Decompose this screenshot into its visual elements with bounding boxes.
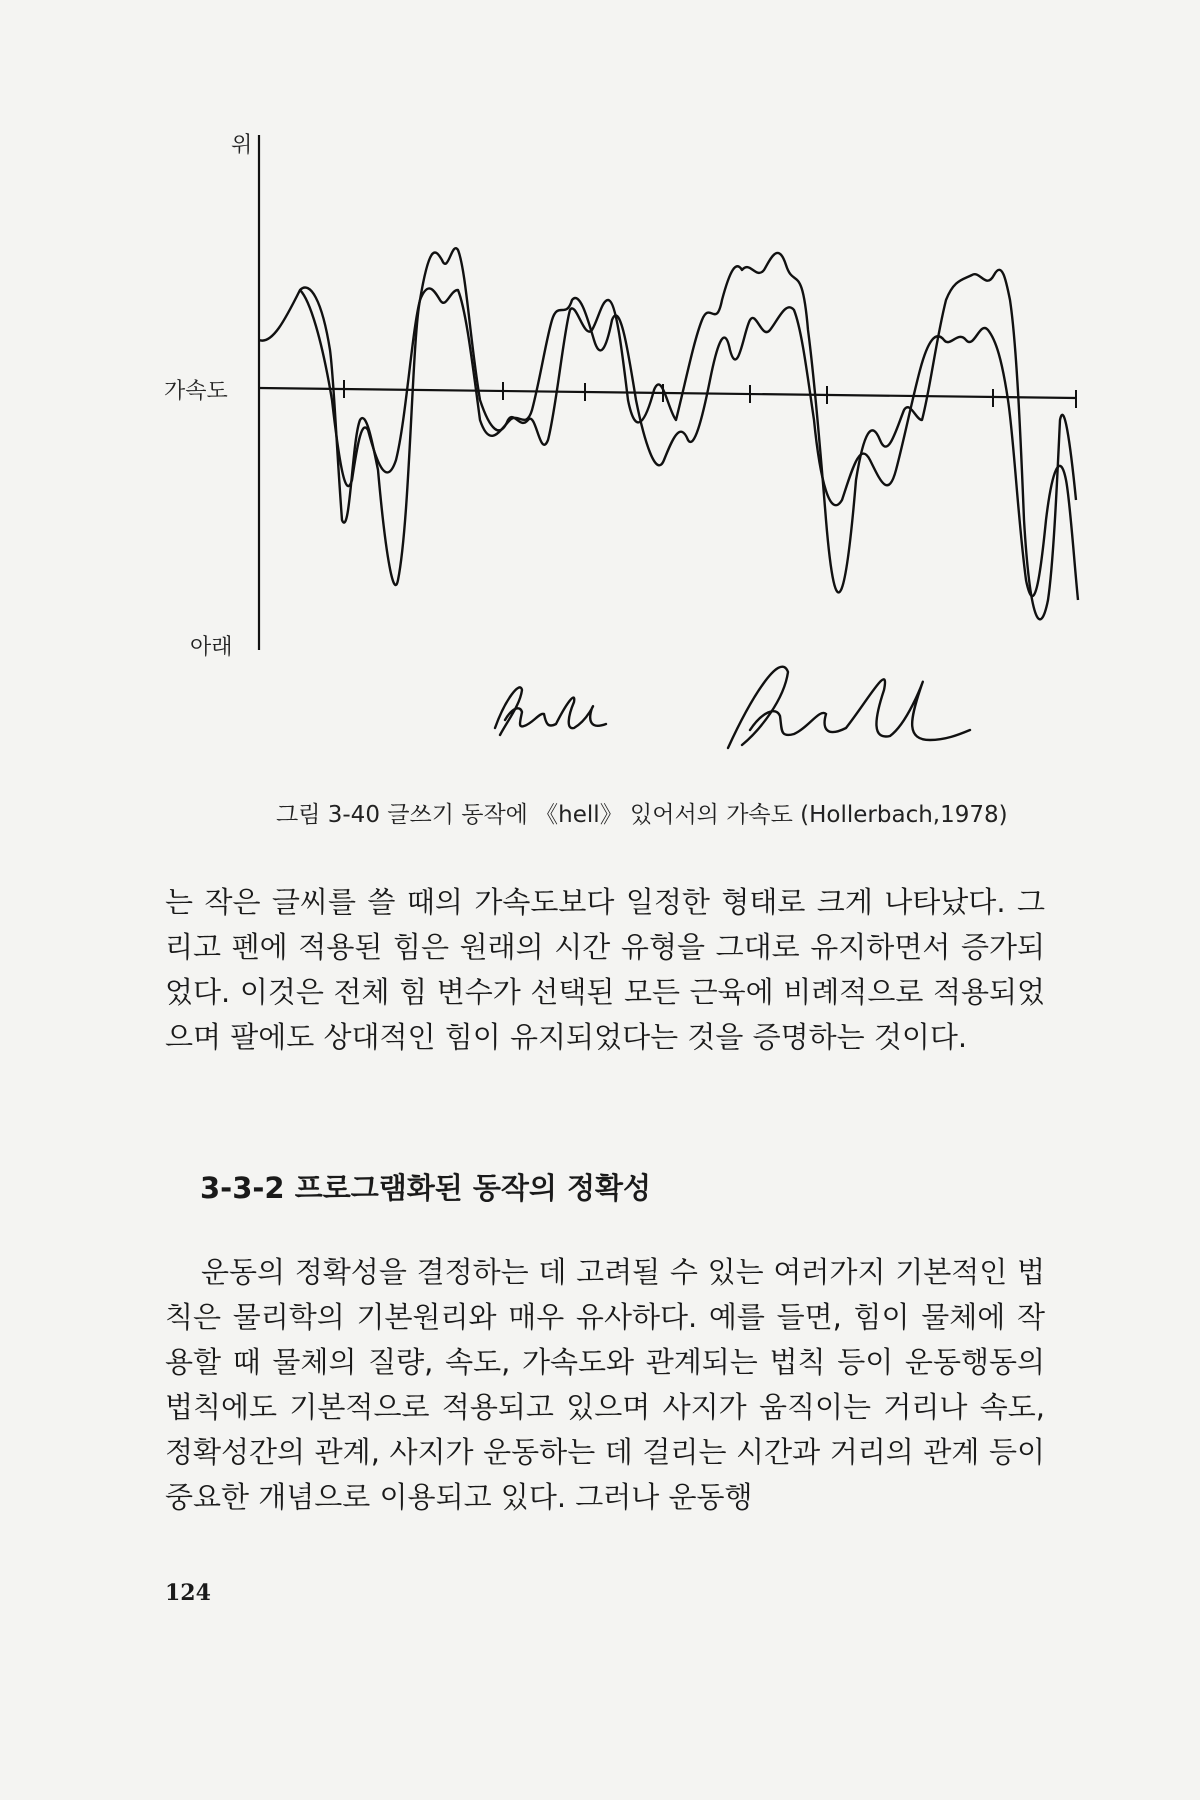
section-heading: 3-3-2 프로그램화된 동작의 정확성 bbox=[200, 1171, 652, 1205]
handwriting-sample-small bbox=[495, 687, 606, 735]
acceleration-trace-large bbox=[259, 248, 1076, 619]
handwriting-sample-large bbox=[728, 667, 970, 748]
figure-caption: 그림 3-40 글쓰기 동작에 《hell》 있어서의 가속도 (Hollerbach,1978) bbox=[276, 802, 1008, 828]
y-label-up: 위 bbox=[231, 133, 253, 158]
body-paragraph-1: 는 작은 글씨를 쓸 때의 가속도보다 일정한 형태로 크게 나타났다. 그리고 펜에 적용된 힘은 원래의 시간 유형을 그대로 유지하면서 증가되었다. 이것은 전체 힘 변수가 선택된 모든 근육에 비례적으로 적용되었으며 팔에도 상대적인 힘이 유지되었다는 것을 증명하는 것이다. bbox=[165, 885, 1045, 1054]
body-paragraph-2: 운동의 정확성을 결정하는 데 고려될 수 있는 여러가지 기본적인 법칙은 물리학의 기본원리와 매우 유사하다. 예를 들면, 힘이 물체에 작용할 때 물체의 질량, 속도, 가속도와 관계되는 법칙 등이 운동행동의 법칙에도 기본적으로 적용되고 있으며 사지가 움직이는 거리나 속도, 정확성간의 관계, 사지가 운동하는 데 걸리는 시간과 거리의 관계 등이 중요한 개념으로 이용되고 있다. 그러나 운동행 bbox=[165, 1255, 1045, 1514]
y-label-down: 아래 bbox=[190, 635, 233, 660]
page-number: 124 bbox=[165, 1580, 211, 1606]
y-label-acceleration: 가속도 bbox=[164, 379, 228, 404]
x-axis bbox=[259, 388, 1076, 398]
acceleration-figure bbox=[0, 0, 1200, 790]
